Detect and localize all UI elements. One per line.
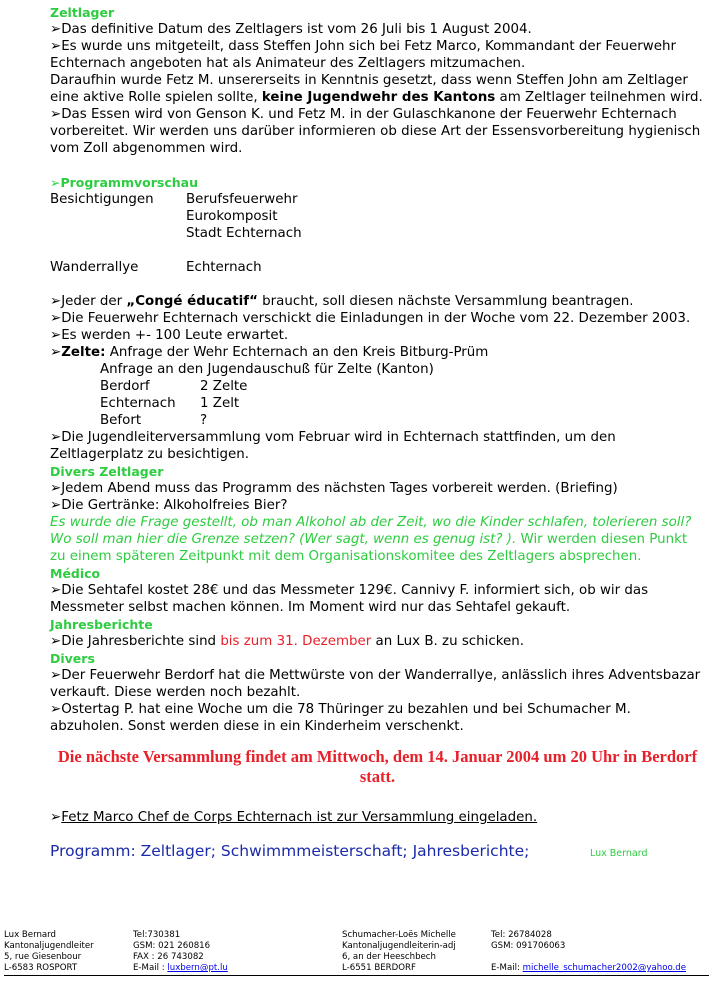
footer-email-line	[491, 963, 686, 974]
besichtigung-item: Stadt Echternach	[186, 226, 302, 241]
zeltlager-steffen: ➢Es wurde uns mitgeteilt, dass Steffen John sich bei Fetz Marco, Kommandant der Feuerwehr Echternach angeboten hat als Animateur des Zeltlagers mitzumachen.	[50, 39, 676, 71]
besichtigung-item: Eurokomposit	[186, 209, 278, 224]
besichtigungen-row	[50, 191, 705, 208]
text: Daraufhin wurde Fetz M. unsererseits in Kenntnis gesetzt, dass wenn Steffen John am Zeltlager eine aktive Rolle spielen sollte,	[50, 73, 688, 105]
footer-line	[491, 952, 686, 963]
alkohol-paragraph	[50, 514, 705, 565]
briefing-line: ➢Jedem Abend muss das Programm des nächsten Tages vorbereit werden. (Briefing)	[50, 481, 618, 496]
leute-line: ➢Es werden +- 100 Leute erwartet.	[50, 328, 289, 343]
zelte-anzahl: ?	[200, 413, 208, 428]
medico-line: ➢Die Sehtafel kostet 28€ und das Messmeter 129€. Cannivy F. informiert sich, ob wir das Messmeter selbst machen können. Im Moment wird nur das Sehtafel gekauft.	[50, 583, 649, 615]
bold-text: „Congé éducatif“	[126, 294, 258, 309]
footer-divider	[4, 975, 709, 976]
email-label: E-Mail :	[133, 963, 168, 973]
italic-text: Es wurde die Frage gestellt, ob man Alkohol ab der Zeit, wo die Kinder schlafen, tolerieren soll? Wo soll man hier die Grenze setzen? (Wer sagt, wenn es genug ist? ).	[50, 515, 692, 547]
footer-col-schumacher	[342, 930, 456, 974]
zelte-line	[50, 344, 705, 361]
bullet: ➢	[50, 810, 62, 825]
footer-line: FAX : 26 743082	[133, 952, 204, 962]
footer-line: Tel: 26784028	[491, 930, 552, 940]
wanderrallye-row	[50, 259, 705, 276]
besichtigungen-label: Besichtigungen	[50, 192, 154, 207]
text: ➢Jeder der	[50, 294, 127, 309]
footer-line: Tel:730381	[133, 930, 181, 940]
heading-divers-zeltlager: Divers Zeltlager	[50, 464, 164, 479]
zelte-label: ➢Zelte:	[50, 345, 106, 360]
besichtigungen-row	[50, 208, 705, 225]
heading-jahresberichte: Jahresberichte	[50, 617, 153, 632]
zelte-ort: Echternach	[100, 396, 176, 411]
email-link-lux[interactable]: luxbern@pt.lu	[167, 963, 228, 973]
zelte-ort: Befort	[100, 413, 142, 428]
zelte-row	[50, 395, 705, 412]
footer-line: 6, an der Heeschbech	[342, 952, 436, 962]
footer-line: GSM: 021 260816	[133, 941, 211, 951]
besichtigung-item: Berufsfeuerwehr	[186, 192, 298, 207]
footer-line: Schumacher-Loës Michelle	[342, 930, 456, 940]
zelte-ort: Berdorf	[100, 379, 150, 394]
heading-zeltlager: Zeltlager	[50, 5, 115, 20]
getraenke-line: ➢Die Gertränke: Alkoholfreies Bier?	[50, 498, 288, 513]
wanderrallye-label: Wanderrallye	[50, 260, 139, 275]
text: am Zeltlager teilnehmen wird.	[495, 90, 703, 105]
programm-row	[50, 842, 705, 860]
text: braucht, soll diesen nächste Versammlung beantragen.	[257, 294, 634, 309]
invite-line	[50, 809, 705, 826]
footer-email-line	[133, 963, 228, 974]
footer-col-lux	[4, 930, 94, 974]
zeltlager-info	[50, 72, 705, 106]
einladungen-line: ➢Die Feuerwehr Echternach verschickt die Einladungen in der Woche vom 22. Dezember 2003.	[50, 311, 691, 326]
footer-line: Kantonaljugendleiterin-adj	[342, 941, 456, 951]
footer-line: GSM: 091706063	[491, 941, 566, 951]
thueringer-line: ➢Ostertag P. hat eine Woche um die 78 Thüringer zu bezahlen und bei Schumacher M. abzuholen. Sonst werden diese in ein Kinderheim verschenkt.	[50, 702, 631, 734]
text: ➢Die Jahresberichte sind	[50, 634, 221, 649]
footer-line: Kantonaljugendleiter	[4, 941, 94, 951]
zelte-row	[50, 412, 705, 429]
zelte-row	[50, 378, 705, 395]
invite-text: Fetz Marco Chef de Corps Echternach ist zur Versammlung eingeladen.	[61, 810, 538, 825]
text: Anfrage der Wehr Echternach an den Kreis Bitburg-Prüm	[105, 345, 489, 360]
footer-col-schumacher-contact	[491, 930, 686, 974]
footer-line: Lux Bernard	[4, 930, 57, 940]
heading-divers: Divers	[50, 651, 95, 666]
footer-line: 5, rue Giesenbour	[4, 952, 82, 962]
zelte-sub: Anfrage an den Jugendauschuß für Zelte (Kanton)	[100, 362, 434, 377]
email-link-schumacher[interactable]: michelle_schumacher2002@yahoo.de	[522, 963, 687, 973]
heading-programmvorschau: ➢Programmvorschau	[50, 175, 198, 190]
text: Wir werden diesen Punkt zu einem späteren Zeitpunkt mit dem Organisationskomitee des Zeltlagers absprechen.	[50, 532, 688, 564]
zeltlager-essen: ➢Das Essen wird von Genson K. und Fetz M. in der Gulaschkanone der Feuerwehr Echternach vorbereitet. Wir werden uns darüber informieren ob diese Art der Essensvorbereitung hygienisch vom Zoll abgenommen wird.	[50, 107, 701, 156]
wanderrallye-value: Echternach	[186, 260, 262, 275]
heading-medico: Médico	[50, 566, 101, 581]
document-body	[50, 4, 705, 860]
email-label: E-Mail:	[491, 963, 523, 973]
footer-col-lux-contact	[133, 930, 228, 974]
programm-text: Programm: Zeltlager; Schwimmmeisterschaft; Jahresberichte;	[50, 842, 530, 860]
zelte-anzahl: 1 Zelt	[200, 396, 240, 411]
next-meeting: Die nächste Versammlung findet am Mittwoch, dem 14. Januar 2004 um 20 Uhr in Berdorf statt.	[57, 747, 698, 786]
besichtigungen-row	[50, 225, 705, 242]
deadline-text: bis zum 31. Dezember	[220, 634, 372, 649]
conge-line	[50, 293, 705, 310]
mettwuerste-line: ➢Der Feuerwehr Berdorf hat die Mettwürste von der Wanderrallye, anlässlich ihres Adventsbazar verkauft. Diese werden noch bezahlt.	[50, 668, 701, 700]
text: an Lux B. zu schicken.	[371, 634, 524, 649]
zeltlager-date: ➢Das definitive Datum des Zeltlagers ist vom 26 Juli bis 1 August 2004.	[50, 22, 532, 37]
footer-line: L-6551 BERDORF	[342, 963, 416, 973]
signature: Lux Bernard	[590, 848, 648, 859]
zelte-anzahl: 2 Zelte	[200, 379, 248, 394]
jugendleiter-line: ➢Die Jugendleiterversammlung vom Februar wird in Echternach stattfinden, um den Zeltlagerplatz zu besichtigen.	[50, 430, 616, 462]
jahresberichte-line	[50, 633, 705, 650]
footer-line: L-6583 ROSPORT	[4, 963, 78, 973]
bold-text: keine Jugendwehr des Kantons	[261, 90, 496, 105]
